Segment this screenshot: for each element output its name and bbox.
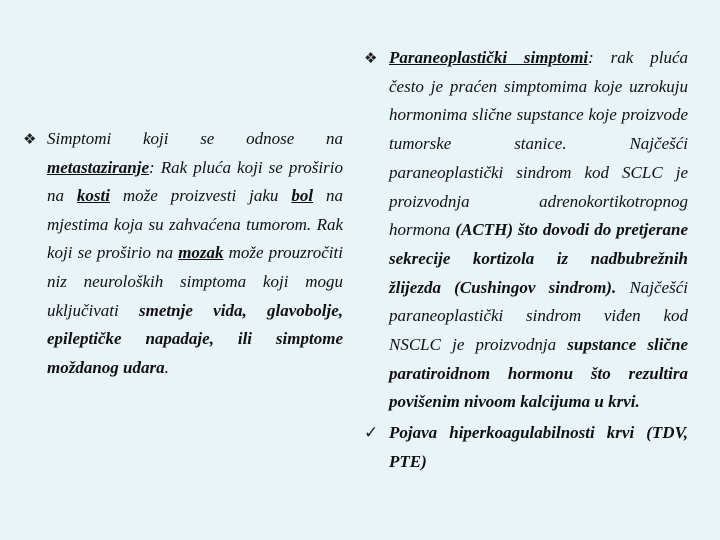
right-bold-acth: (ACTH) što dovodi do pretjerane sekrecije kortizola iz nadbubrežnih žlijezda (Cushingov sindrom).	[389, 220, 688, 297]
right-bullet-item	[364, 44, 688, 417]
check-bullet-icon: ✓	[364, 423, 379, 444]
right-heading-paraneoplastic: Paraneoplastički simptomi	[389, 48, 589, 67]
right-bold-calcium: supstance slične paratiroidnom hormonu što rezultira povišenim nivoom kalcijuma u krvi.	[389, 335, 688, 412]
left-text-11: .	[164, 357, 169, 377]
diamond-bullet-icon: ❖	[23, 130, 37, 148]
left-column	[23, 125, 344, 382]
right-column	[364, 44, 688, 477]
left-keyword-symptoms: smetnje vida, glavobolje, epileptičke napadaje, ili simptome moždanog udara	[47, 300, 343, 377]
right-text-4: Najčešći paraneoplastički sindrom viđen kod NSCLC je proizvodnja	[389, 277, 688, 355]
diamond-bullet-icon: ❖	[364, 49, 378, 67]
left-text-7: na mjestima koja su zahvaćena tumorom. Rak koji se proširio na	[47, 186, 344, 263]
check-text: Pojava hiperkoagulabilnosti krvi (TDV, PTE)	[389, 423, 688, 471]
left-keyword-kosti: kosti	[76, 186, 110, 206]
left-text-5: može proizvesti jaku	[109, 186, 292, 206]
left-keyword-bol: bol	[291, 186, 314, 206]
left-text-9: može prouzročiti niz neuroloških simptoma koji mogu uključivati	[47, 243, 343, 320]
left-text-1: Simptomi koji se odnose na	[47, 129, 343, 148]
left-keyword-metastaziranje: metastaziranje	[47, 157, 150, 177]
check-bullet-item	[364, 419, 688, 476]
left-text-3: : Rak pluća koji se proširio na	[47, 157, 343, 206]
left-bullet-item	[23, 125, 344, 382]
left-keyword-mozak: mozak	[178, 243, 224, 263]
right-text-2: : rak pluća često je praćen simptomima koje uzrokuju hormonima slične supstance koje proizvode tumorske stanice. Najčešći paraneoplastički sindrom kod SCLC je proizvodnja adrenokortikotropnog hormona	[389, 48, 688, 240]
